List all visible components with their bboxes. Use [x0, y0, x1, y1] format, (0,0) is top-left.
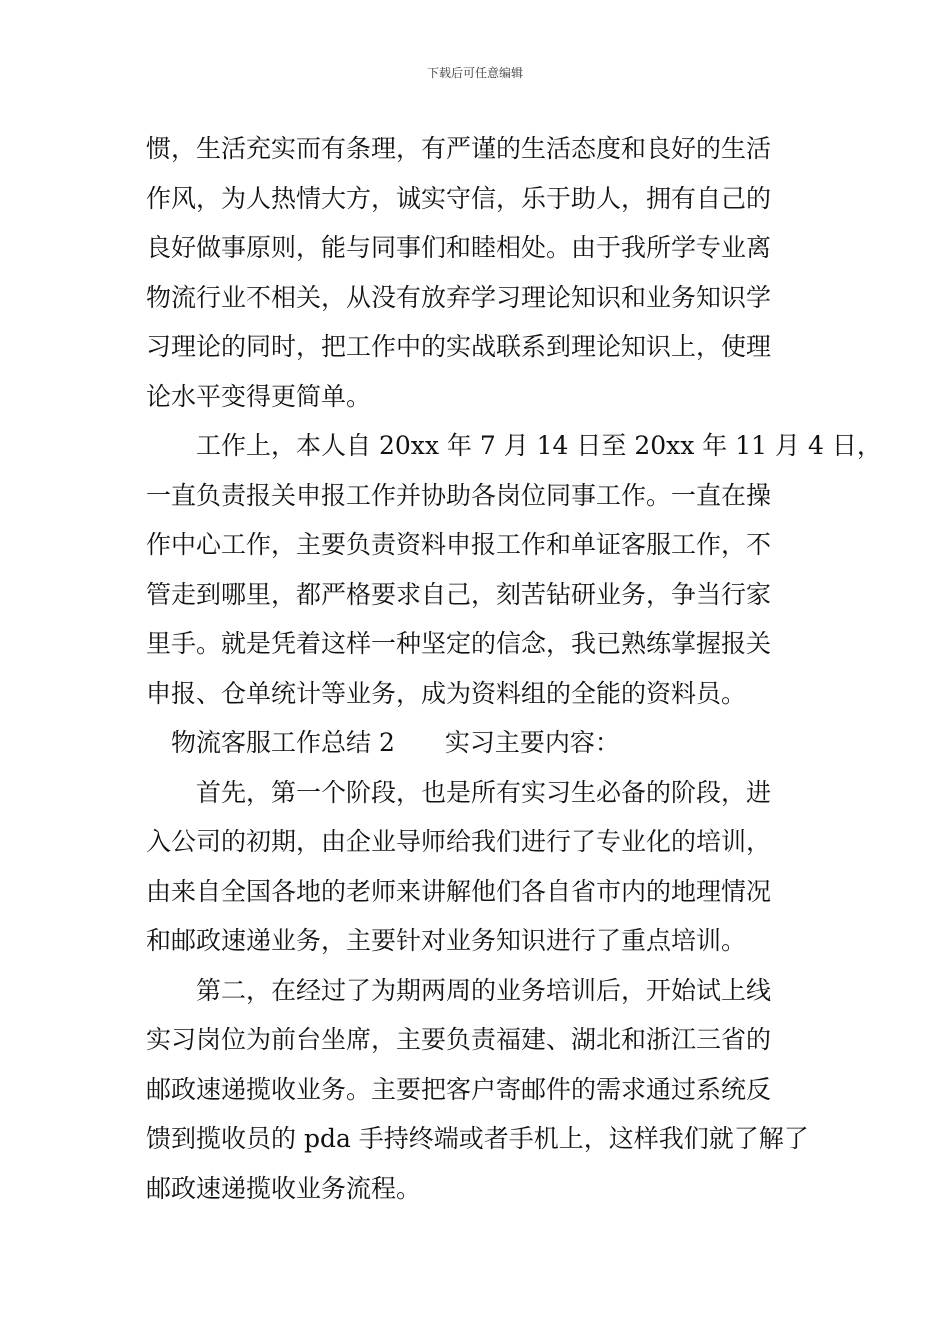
- text-line: 申报、仓单统计等业务，成为资料组的全能的资料员。: [146, 678, 747, 708]
- page-header: 下载后可任意编辑: [426, 66, 523, 80]
- text-line: 首先，第一个阶段，也是所有实习生必备的阶段，进: [146, 777, 772, 807]
- text-line: 里手。就是凭着这样一种坚定的信念，我已熟练掌握报关: [146, 629, 772, 658]
- text-line: 习理论的同时，把工作中的实战联系到理论知识上，使理: [146, 332, 772, 361]
- text-line: 作中心工作，主要负责资料申报工作和单证客服工作，不: [146, 530, 772, 559]
- text-line: 作风，为人热情大方，诚实守信，乐于助人，拥有自己的: [146, 183, 772, 213]
- text-line: 实习岗位为前台坐席，主要负责福建、湖北和浙江三省的: [146, 1025, 772, 1054]
- text-line: 和邮政速递业务，主要针对业务知识进行了重点培训。: [146, 926, 747, 955]
- text-line: 一直负责报关申报工作并协助各岗位同事工作。一直在操: [146, 480, 772, 510]
- text-line: 论水平变得更简单。: [146, 381, 372, 411]
- text-line: 管走到哪里，都严格要求自己，刻苦钻研业务，争当行家: [146, 579, 772, 609]
- text-line: 入公司的初期，由企业导师给我们进行了专业化的培训，: [146, 827, 772, 856]
- text-line: 由来自全国各地的老师来讲解他们各自省市内的地理情况: [146, 876, 772, 906]
- text-line: 邮政速递揽收业务流程。: [146, 1173, 422, 1203]
- text-line: 物流行业不相关，从没有放弃学习理论知识和业务知识学: [146, 282, 772, 312]
- section-title-line: 物流客服工作总结 2 实习主要内容：: [146, 728, 620, 757]
- text-line: 邮政速递揽收业务。主要把客户寄邮件的需求通过系统反: [146, 1074, 772, 1104]
- text-line: 馈到揽收员的 pda 手持终端或者手机上，这样我们就了解了: [146, 1124, 809, 1153]
- text-line: 良好做事原则，能与同事们和睦相处。由于我所学专业离: [146, 233, 772, 262]
- document-body: [146, 124, 882, 1213]
- text-line: 工作上，本人自 20xx 年 7 月 14 日至 20xx 年 11 月 4 日，: [146, 431, 882, 460]
- text-line: 第二，在经过了为期两周的业务培训后，开始试上线: [146, 975, 772, 1005]
- text-line: 惯，生活充实而有条理，有严谨的生活态度和良好的生活: [146, 134, 772, 163]
